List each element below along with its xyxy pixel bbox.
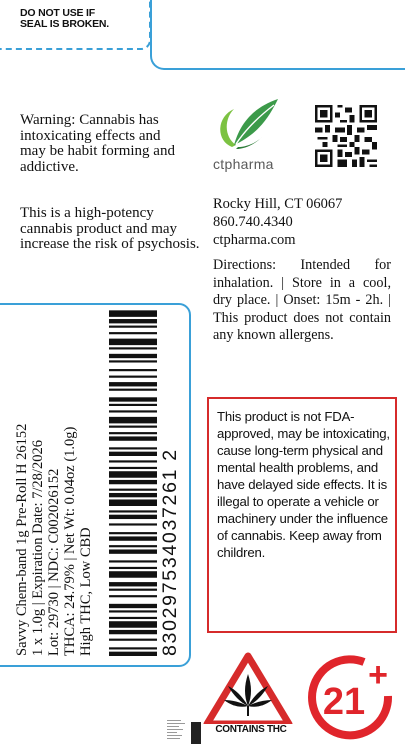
barcode-bar bbox=[109, 339, 157, 346]
barcode-bar bbox=[109, 617, 157, 619]
address: Rocky Hill, CT 06067 bbox=[213, 196, 343, 212]
barcode-bar bbox=[109, 630, 157, 634]
barcode-bar bbox=[109, 621, 157, 628]
fda-warning-box bbox=[207, 397, 397, 633]
barcode-bar bbox=[109, 480, 157, 484]
website: ctpharma.com bbox=[213, 232, 296, 248]
barcode-bar bbox=[109, 382, 157, 386]
barcode-bar bbox=[109, 452, 157, 456]
thca-weight: THCA: 24.79% | Net Wt: 0.04oz (1.0g) bbox=[62, 426, 78, 656]
barcode-bar bbox=[109, 447, 157, 449]
product-name: Savvy Chem-band 1g Pre-Roll H 26152 bbox=[14, 423, 30, 656]
barcode-bar bbox=[109, 436, 157, 440]
barcode-bar bbox=[109, 310, 157, 317]
barcode-bar bbox=[109, 560, 157, 562]
barcode-bar bbox=[109, 647, 157, 649]
barcode-bar bbox=[109, 567, 157, 569]
barcode-bar bbox=[109, 432, 157, 434]
barcode bbox=[109, 306, 157, 656]
barcode-bar bbox=[109, 510, 157, 512]
age-number: 21 bbox=[322, 681, 366, 723]
age-21-plus-icon bbox=[306, 652, 396, 742]
contact-info bbox=[213, 195, 342, 249]
barcode-bar bbox=[109, 326, 157, 328]
contains-thc-label: CONTAINS THC bbox=[215, 724, 287, 735]
fine-print-fragment bbox=[165, 716, 203, 744]
barcode-bar bbox=[109, 397, 157, 401]
barcode-bar bbox=[109, 652, 157, 656]
cannabis-warning: Warning: Cannabis has intoxicating effects and may be habit forming and addictive. bbox=[20, 112, 175, 175]
barcode-bar bbox=[109, 376, 157, 378]
product-info-block bbox=[14, 306, 194, 656]
barcode-bar bbox=[109, 493, 157, 497]
potency-warning: This is a high-potency cannabis product and may increase the risk of psychosis. bbox=[20, 205, 200, 252]
seal-notice-line1: DO NOT USE IF bbox=[20, 7, 95, 19]
barcode-bar bbox=[109, 532, 157, 534]
fda-warning-text: This product is not FDA-approved, may be intoxicating, cause long-term physical and mental health problems, and have delayed side effects. It is illegal to operate a vehicle or machinery under the influence of cannabis. Keep away from children. bbox=[217, 409, 390, 560]
thc-cbd-level: High THC, Low CBD bbox=[78, 527, 94, 656]
quantity-expiration: 1 x 1.0g | Expiration Date: 7/28/2026 bbox=[30, 440, 46, 656]
barcode-bar bbox=[109, 639, 157, 641]
barcode-bar bbox=[109, 369, 157, 371]
seal-notice bbox=[20, 8, 140, 30]
barcode-bar bbox=[109, 536, 157, 540]
barcode-bar bbox=[109, 410, 157, 412]
barcode-bar bbox=[109, 489, 157, 491]
top-right-border bbox=[150, 0, 405, 70]
barcode-bar bbox=[109, 589, 157, 591]
barcode-bar bbox=[109, 460, 157, 462]
barcode-bar bbox=[109, 319, 157, 323]
brand-name: ctpharma bbox=[213, 156, 274, 172]
barcode-bar bbox=[109, 471, 157, 478]
barcode-bar bbox=[109, 515, 157, 519]
barcode-bar bbox=[109, 499, 157, 506]
phone-number: 860.740.4340 bbox=[213, 214, 293, 230]
barcode-bar bbox=[109, 354, 157, 358]
barcode-bar bbox=[109, 347, 157, 349]
barcode-bar bbox=[109, 604, 157, 608]
directions: Directions: Intended for inhalation. | Store in a cool, dry place. | Onset: 15m - 2h. | This product does not contain any known allergens. bbox=[213, 257, 391, 343]
barcode-bar bbox=[109, 426, 157, 428]
barcode-bar bbox=[109, 404, 157, 406]
leaf-logo-icon bbox=[212, 95, 284, 155]
barcode-bar bbox=[109, 467, 157, 469]
barcode-bar bbox=[109, 523, 157, 525]
barcode-bar bbox=[109, 389, 157, 391]
barcode-bar bbox=[109, 610, 157, 612]
barcode-bar bbox=[109, 417, 157, 424]
barcode-bar bbox=[109, 595, 157, 597]
seal-notice-line2: SEAL IS BROKEN. bbox=[20, 18, 109, 30]
barcode-number: 830297534037261 2 bbox=[159, 448, 181, 656]
barcode-bar bbox=[109, 549, 157, 553]
barcode-bar bbox=[109, 332, 157, 334]
lot-ndc: Lot: 29730 | NDC: C002026152 bbox=[46, 468, 62, 656]
barcode-bar bbox=[109, 571, 157, 578]
barcode-bar bbox=[109, 582, 157, 586]
barcode-bar bbox=[109, 360, 157, 362]
age-plus: + bbox=[368, 656, 388, 694]
qr-code-icon[interactable] bbox=[315, 105, 377, 167]
barcode-bar bbox=[109, 545, 157, 547]
